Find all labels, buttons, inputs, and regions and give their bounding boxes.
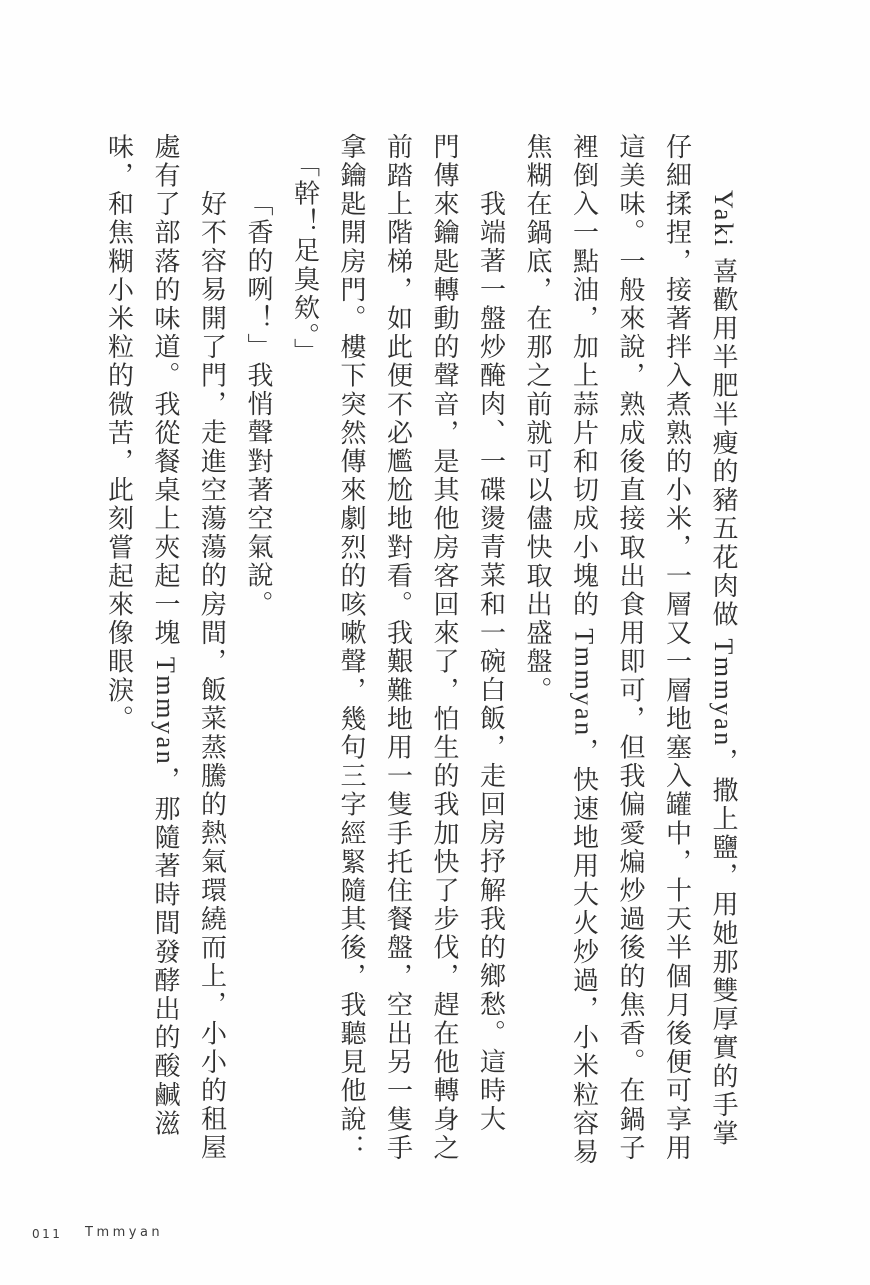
text-column: Yaki 喜歡用半肥半瘦的豬五花肉做 Tmmyan，撒上鹽，用她那雙厚實的手掌: [709, 190, 738, 1149]
text-column: 前踏上階梯，如此便不必尷尬地對看。我艱難地用一隻手托住餐盤，空出另一隻手: [383, 133, 413, 1163]
page-footer: [0, 1224, 870, 1248]
text-column: 焦糊在鍋底，在那之前就可以儘快取出盛盤。: [523, 133, 552, 705]
text-column: 「幹！足臭欸。」: [290, 151, 320, 367]
text-column: 味，和焦糊小米粒的微苦，此刻嘗起來像眼淚。: [104, 133, 134, 734]
text-column: 「香的咧！」我悄聲對著空氣說。: [244, 190, 273, 619]
text-column: 這美味。一般來說，熟成後直接取出食用即可，但我偏愛煸炒過後的焦香。在鍋子: [616, 133, 645, 1163]
text-column: 拿鑰匙開房門。樓下突然傳來劇烈的咳嗽聲，幾句三字經緊隨其後，我聽見他說：: [337, 133, 366, 1163]
text-column: 我端著一盤炒醃肉、一碟燙青菜和一碗白飯，走回房抒解我的鄉愁。這時大: [476, 190, 506, 1134]
text-column: 裡倒入一點油，加上蒜片和切成小塊的 Tmmyan，快速地用大火炒過，小米粒容易: [569, 133, 599, 1167]
text-column: 仔細揉捏，接著拌入煮熟的小米，一層又一層地塞入罐中，十天半個月後便可享用: [662, 133, 692, 1163]
chapter-title: Tmmyan: [85, 1225, 164, 1240]
text-column: 好不容易開了門，走進空蕩蕩的房間，飯菜蒸騰的熱氣環繞而上，小小的租屋: [197, 190, 227, 1163]
page-number: 011: [32, 1227, 63, 1241]
text-column: 處有了部落的味道。我從餐桌上夾起一塊 Tmmyan，那隨著時間發酵出的酸鹹滋: [151, 133, 180, 1139]
body-text: [95, 133, 746, 1218]
text-column: 門傳來鑰匙轉動的聲音，是其他房客回來了，怕生的我加快了步伐，趕在他轉身之: [430, 133, 459, 1163]
